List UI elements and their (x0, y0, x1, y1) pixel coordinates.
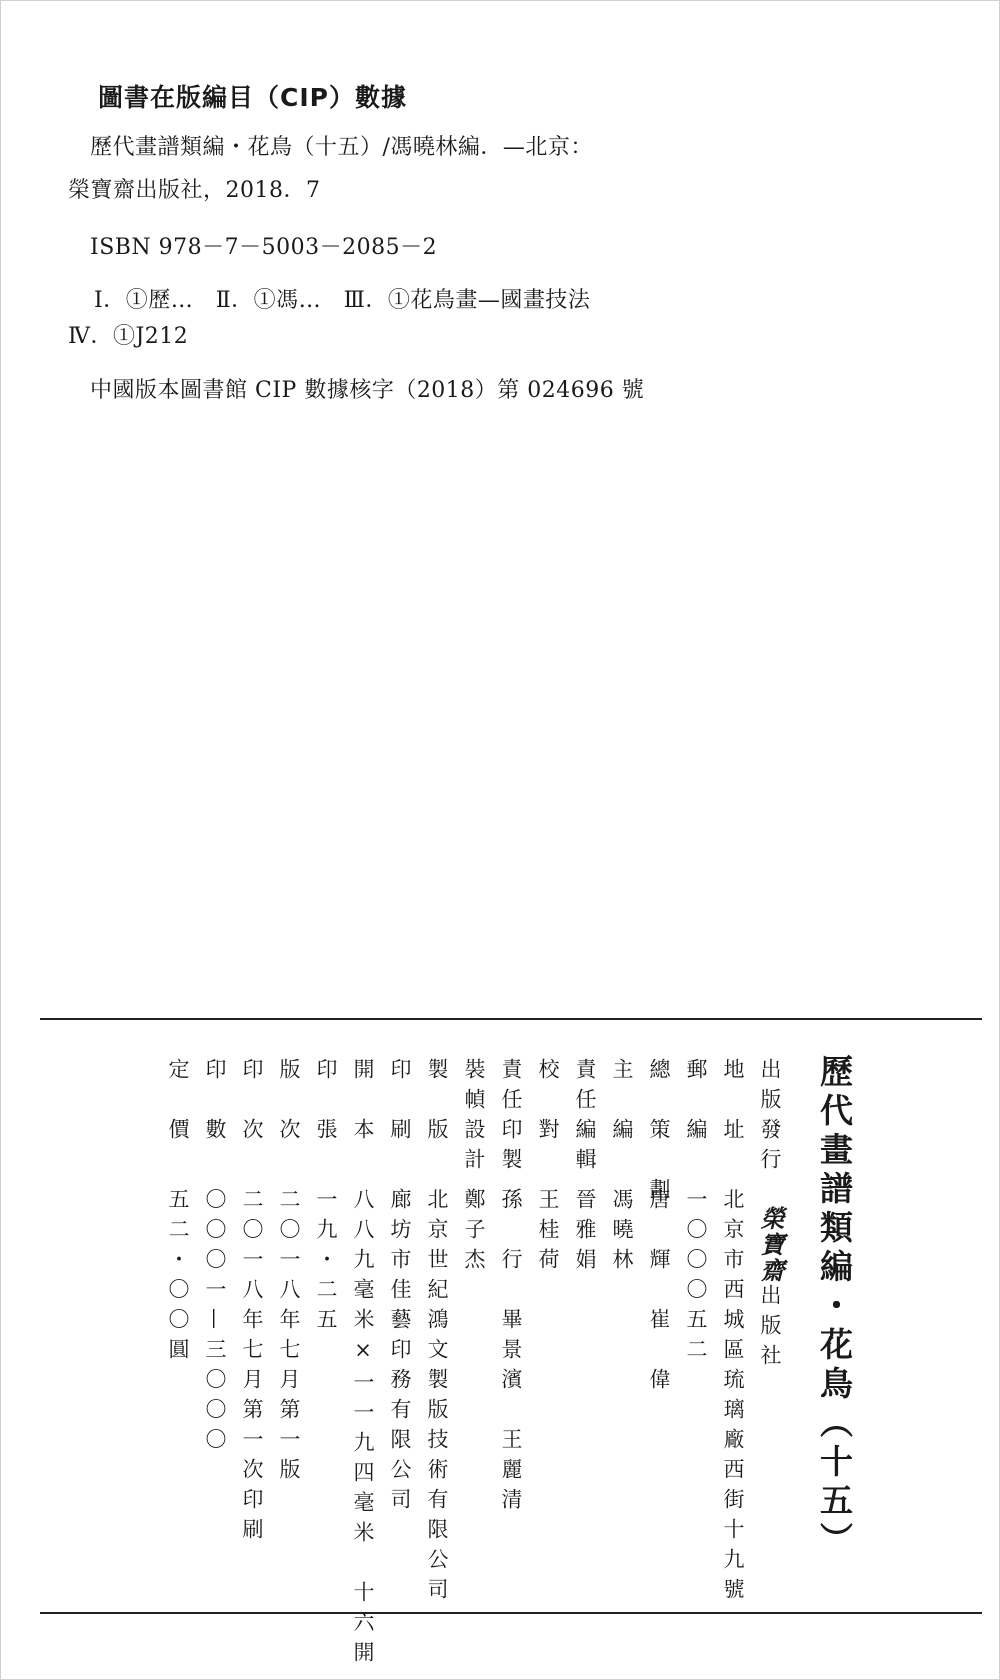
publisher-suffix: 出版社 (758, 1284, 782, 1374)
colophon-planner (648, 1058, 669, 1398)
plate-value: 北京世紀鴻文製版技術有限公司 (425, 1188, 449, 1608)
colophon-print-run (204, 1058, 225, 1458)
impression-value: 二〇一八年七月第一次印刷 (240, 1188, 264, 1548)
proofread-label: 校 對 (536, 1058, 560, 1148)
sheets-label: 印 張 (314, 1058, 338, 1148)
cip-isbn: ISBN 978－7－5003－2085－2 (90, 235, 438, 260)
colophon-sheets (315, 1058, 336, 1338)
design-value: 鄭子杰 (462, 1188, 486, 1278)
cip-number: 中國版本圖書館 CIP 數據核字（2018）第 024696 號 (90, 378, 645, 403)
publisher-logo: 榮寶齋 (756, 1206, 785, 1284)
cip-heading: 圖書在版編目（CIP）數據 (98, 83, 407, 112)
colophon-edition (278, 1058, 299, 1488)
address-label: 地 址 (721, 1058, 745, 1148)
edition-value: 二〇一八年七月第一版 (277, 1188, 301, 1488)
colophon (40, 1040, 982, 1671)
colophon-printing (389, 1058, 410, 1518)
resp-print-label: 責任印製 (499, 1058, 523, 1178)
colophon-top-rule (40, 1018, 982, 1020)
cip-classification: Ⅰ．①歷… Ⅱ．①馮… Ⅲ．①花鳥畫—國畫技法 (94, 288, 591, 313)
cip-line-title: 歷代畫譜類編・花鳥（十五）/馮曉林編．—北京： (90, 135, 593, 160)
price-value: 五二・〇〇圓 (166, 1188, 190, 1368)
format-label: 開 本 (351, 1058, 375, 1148)
print-run-label: 印 數 (203, 1058, 227, 1148)
printing-value: 廊坊市佳藝印務有限公司 (388, 1188, 412, 1518)
resp-print-value: 孫 行 畢景濱 王麗清 (499, 1188, 523, 1518)
colophon-price (167, 1058, 188, 1368)
colophon-bottom-rule (40, 1612, 982, 1614)
proofread-value: 王桂荷 (536, 1188, 560, 1278)
address-value: 北京市西城區琉璃廠西街十九號 (721, 1188, 745, 1608)
print-run-value: 〇〇〇一—三〇〇〇 (203, 1188, 227, 1458)
impression-label: 印 次 (240, 1058, 264, 1148)
price-label: 定 價 (166, 1058, 190, 1148)
colophon-proofread (537, 1058, 558, 1278)
colophon-postcode (685, 1058, 706, 1368)
format-value: 八八九毫米×一一九四毫米 十六開 (351, 1188, 375, 1671)
printing-label: 印 刷 (388, 1058, 412, 1148)
planner-value: 唐 輝 崔 偉 (647, 1188, 671, 1398)
edition-label: 版 次 (277, 1058, 301, 1148)
colophon-plate (426, 1058, 447, 1608)
colophon-book-title: 歷代畫譜類編・花鳥（十五） (815, 1054, 854, 1561)
postcode-value: 一〇〇〇五二 (684, 1188, 708, 1368)
colophon-address (722, 1058, 743, 1608)
sheets-value: 一九・二五 (314, 1188, 338, 1338)
colophon-format (352, 1058, 373, 1671)
planner-label: 總 策 劃 (647, 1058, 671, 1208)
resp-editor-value: 晉雅娟 (573, 1188, 597, 1278)
cip-classification-cont: Ⅳ．①J212 (68, 324, 189, 349)
editor-value: 馮曉林 (610, 1188, 634, 1278)
plate-label: 製 版 (425, 1058, 449, 1148)
colophon-resp-print (500, 1058, 521, 1518)
colophon-resp-editor (574, 1058, 595, 1278)
colophon-editor (611, 1058, 632, 1278)
colophon-publisher (756, 1058, 785, 1374)
resp-editor-label: 責任編輯 (573, 1058, 597, 1178)
postcode-label: 郵 編 (684, 1058, 708, 1148)
design-label: 裝幀設計 (462, 1058, 486, 1178)
colophon-impression (241, 1058, 262, 1548)
publisher-label: 出版發行 (758, 1058, 782, 1178)
editor-label: 主 編 (610, 1058, 634, 1148)
colophon-design (463, 1058, 484, 1278)
cip-line-publisher: 榮寶齋出版社，2018．7 (68, 178, 321, 203)
